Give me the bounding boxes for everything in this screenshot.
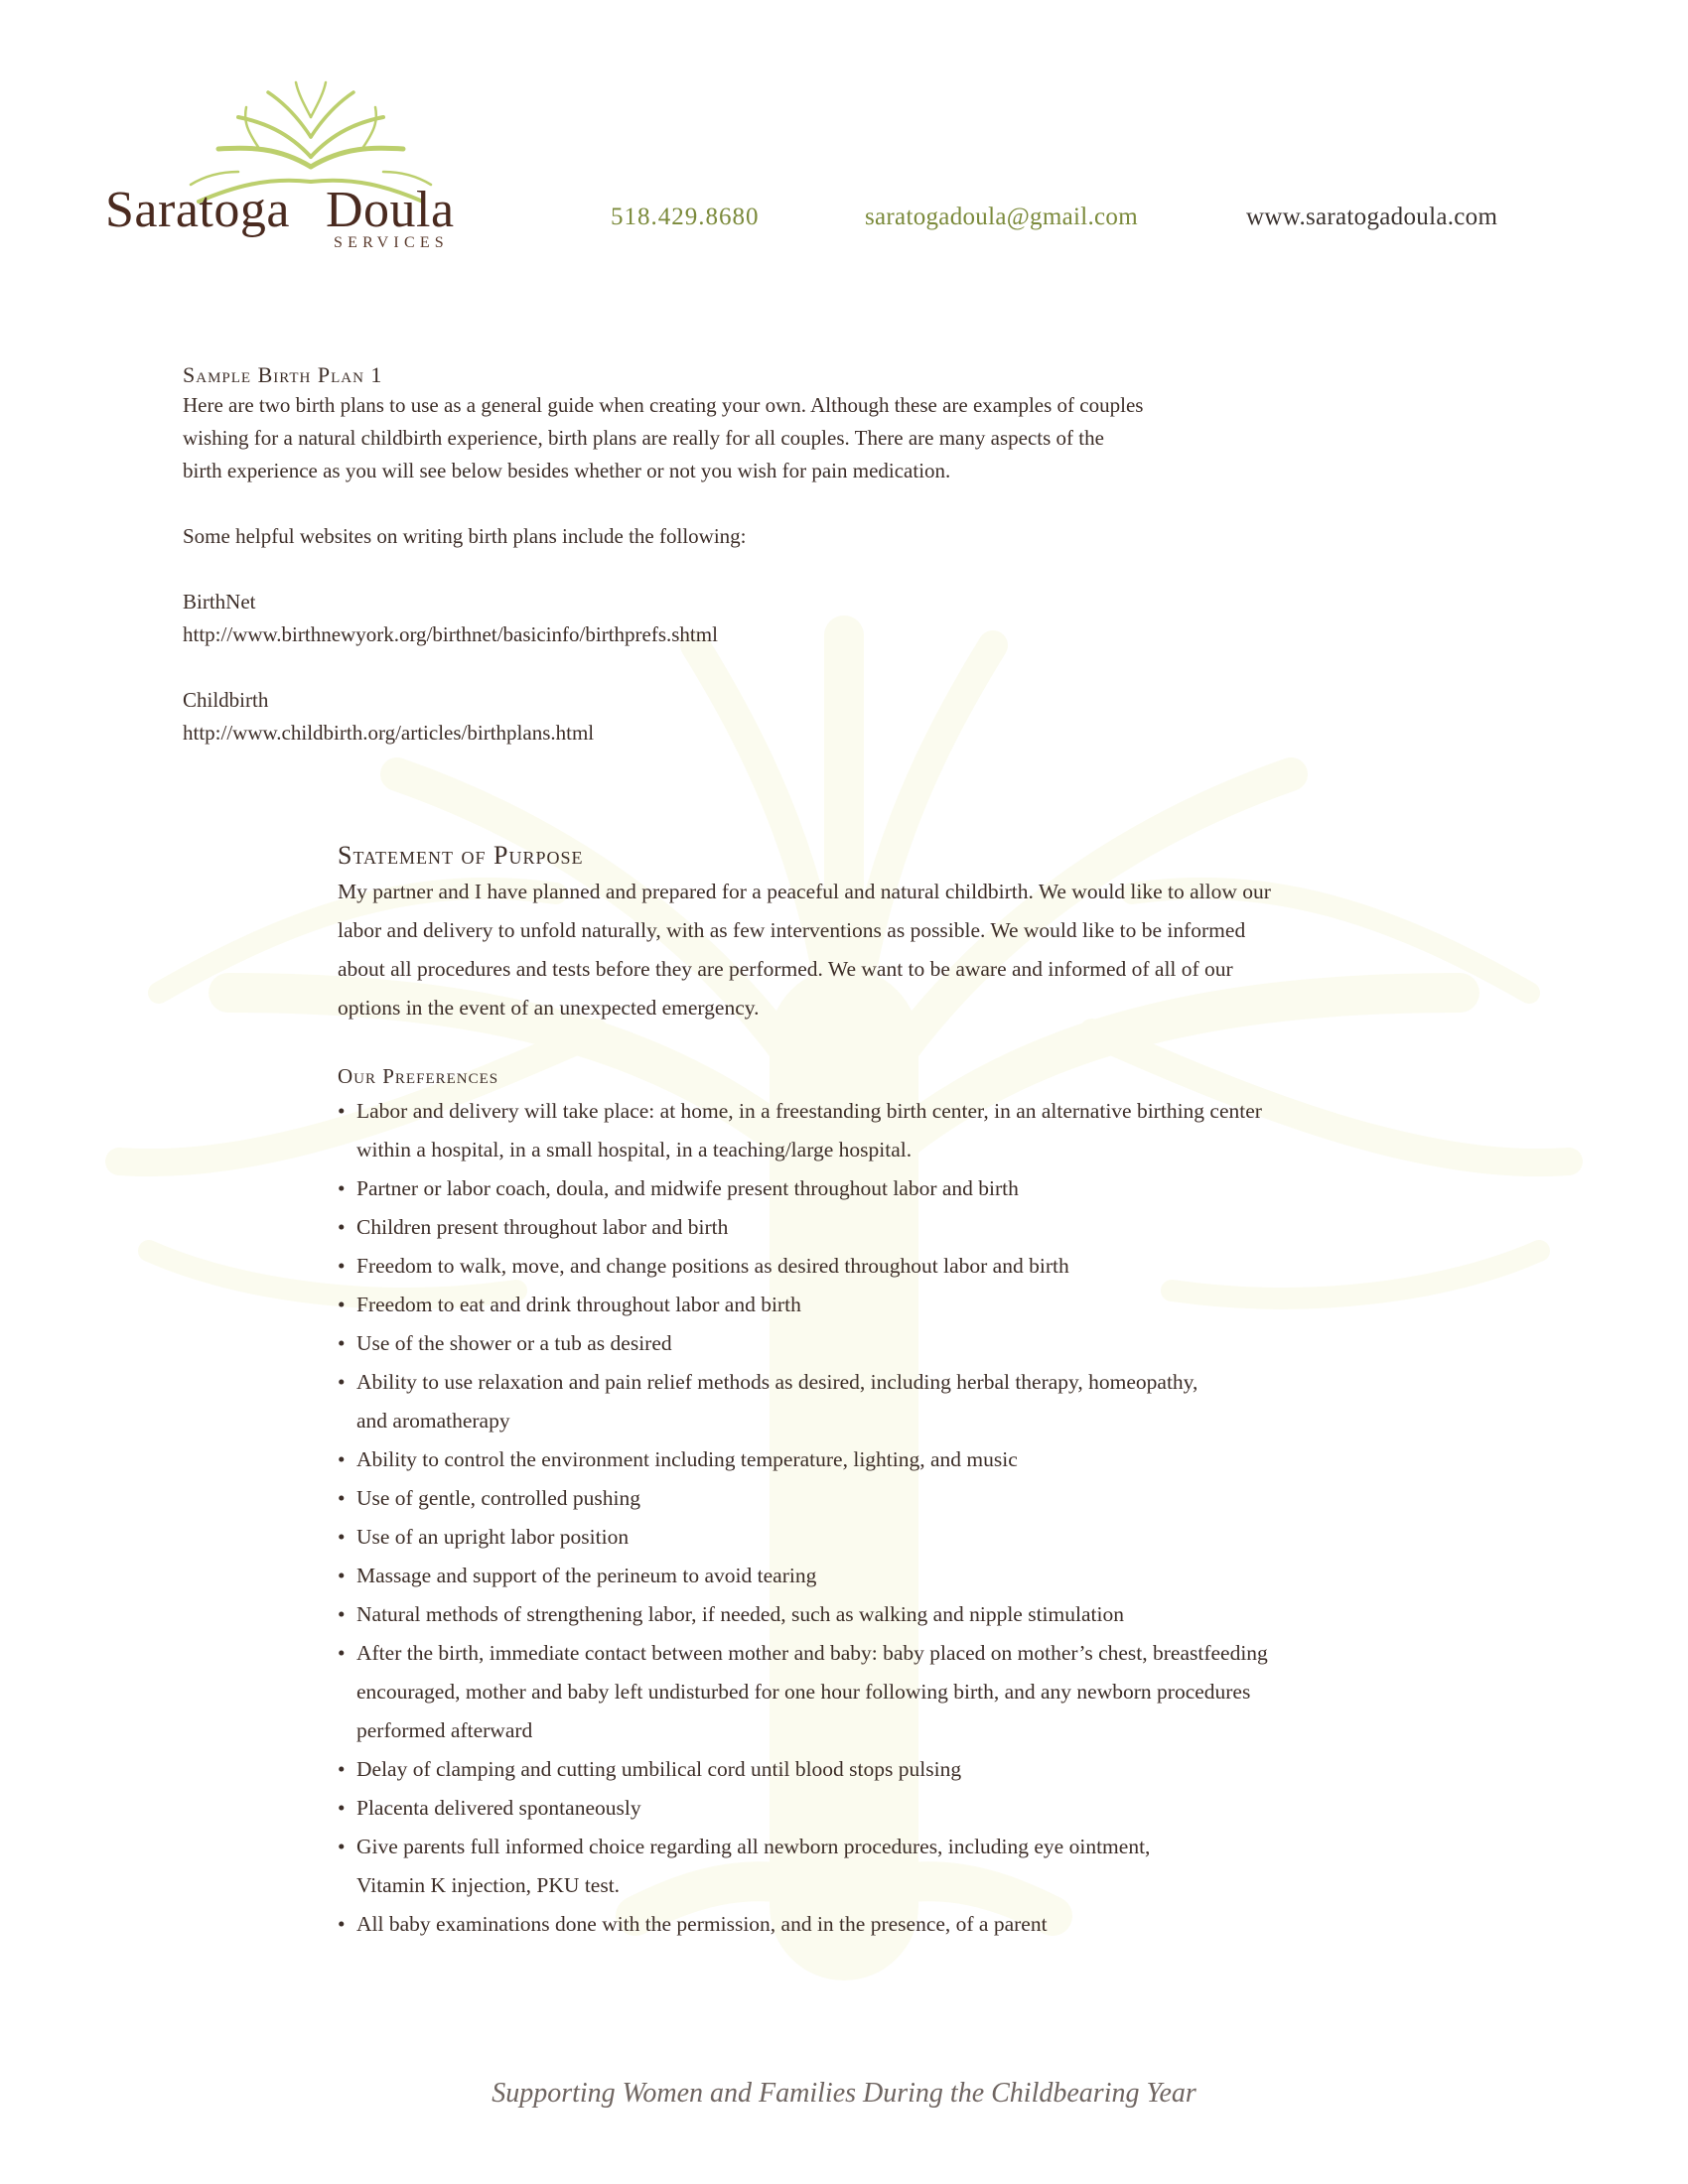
resource-url-link[interactable]: http://www.childbirth.org/articles/birthplans.html bbox=[183, 721, 595, 745]
bullet-icon: • bbox=[338, 1486, 346, 1510]
preference-item bbox=[338, 1208, 1549, 1247]
logo-subtitle: SERVICES bbox=[334, 234, 449, 251]
footer-tagline: Supporting Women and Families During the Childbearing Year bbox=[492, 2078, 1196, 2109]
preferences-heading: Our Preferences bbox=[338, 1064, 499, 1088]
statement-paragraph bbox=[338, 873, 1549, 1027]
preference-line: Natural methods of strengthening labor, if needed, such as walking and nipple stimulation bbox=[356, 1602, 1124, 1626]
phone-number: 518.429.8680 bbox=[611, 204, 760, 230]
logo-word-doula: Doula bbox=[326, 182, 455, 238]
bullet-icon: • bbox=[338, 1176, 346, 1200]
resource-name: BirthNet bbox=[183, 590, 256, 614]
statement-line: options in the event of an unexpected emergency. bbox=[338, 996, 760, 1020]
websites-intro: Some helpful websites on writing birth plans include the following: bbox=[183, 524, 747, 548]
preference-line: within a hospital, in a small hospital, in a teaching/large hospital. bbox=[356, 1138, 913, 1161]
preference-line: and aromatherapy bbox=[356, 1409, 510, 1433]
preference-line: Freedom to walk, move, and change positions as desired throughout labor and birth bbox=[356, 1254, 1069, 1278]
bullet-icon: • bbox=[338, 1525, 346, 1549]
preference-item bbox=[338, 1324, 1549, 1363]
bullet-icon: • bbox=[338, 1835, 346, 1858]
email-link[interactable]: saratogadoula@gmail.com bbox=[865, 204, 1138, 230]
preference-line: Children present throughout labor and birth bbox=[356, 1215, 729, 1239]
bullet-icon: • bbox=[338, 1254, 346, 1278]
preference-item bbox=[338, 1557, 1549, 1595]
saratoga-doula-logo bbox=[99, 77, 477, 266]
preference-item bbox=[338, 1440, 1549, 1479]
intro-paragraph bbox=[183, 389, 1434, 487]
preference-item bbox=[338, 1286, 1549, 1324]
logo-word-saratoga: Saratoga bbox=[105, 182, 290, 238]
intro-section bbox=[183, 361, 1434, 750]
bullet-icon: • bbox=[338, 1099, 346, 1123]
bullet-icon: • bbox=[338, 1564, 346, 1587]
preference-line: performed afterward bbox=[356, 1718, 533, 1742]
preference-line: Give parents full informed choice regarding all newborn procedures, including eye ointment, bbox=[356, 1835, 1151, 1858]
preference-line: Ability to use relaxation and pain relief methods as desired, including herbal therapy, homeopathy, bbox=[356, 1370, 1198, 1394]
statement-line: labor and delivery to unfold naturally, with as few interventions as possible. We would like to be informed bbox=[338, 918, 1246, 942]
preference-line: Placenta delivered spontaneously bbox=[356, 1796, 641, 1820]
preference-line: Freedom to eat and drink throughout labor and birth bbox=[356, 1293, 801, 1316]
bullet-icon: • bbox=[338, 1796, 346, 1820]
intro-line: Here are two birth plans to use as a general guide when creating your own. Although these are examples of couples bbox=[183, 393, 1144, 417]
preference-item bbox=[338, 1750, 1549, 1789]
preference-line: Use of an upright labor position bbox=[356, 1525, 630, 1549]
bullet-icon: • bbox=[338, 1215, 346, 1239]
preference-item bbox=[338, 1905, 1549, 1944]
bullet-icon: • bbox=[338, 1370, 346, 1394]
preference-line: Use of the shower or a tub as desired bbox=[356, 1331, 672, 1355]
preference-item bbox=[338, 1092, 1549, 1169]
preference-line: Massage and support of the perineum to avoid tearing bbox=[356, 1564, 817, 1587]
preference-line: Delay of clamping and cutting umbilical cord until blood stops pulsing bbox=[356, 1757, 962, 1781]
statement-heading: Statement of Purpose bbox=[338, 841, 584, 870]
statement-line: My partner and I have planned and prepared for a peaceful and natural childbirth. We would like to allow our bbox=[338, 880, 1271, 903]
preference-line: encouraged, mother and baby left undisturbed for one hour following birth, and any newborn procedures bbox=[356, 1680, 1251, 1704]
website-link[interactable]: www.saratogadoula.com bbox=[1246, 204, 1498, 230]
bullet-icon: • bbox=[338, 1331, 346, 1355]
preference-line: All baby examinations done with the permission, and in the presence, of a parent bbox=[356, 1912, 1048, 1936]
resource-birthnet bbox=[183, 586, 1434, 651]
preference-item bbox=[338, 1518, 1549, 1557]
preference-item bbox=[338, 1789, 1549, 1828]
bullet-icon: • bbox=[338, 1447, 346, 1471]
bullet-icon: • bbox=[338, 1602, 346, 1626]
bullet-icon: • bbox=[338, 1293, 346, 1316]
preference-line: Vitamin K injection, PKU test. bbox=[356, 1873, 621, 1897]
statement-line: about all procedures and tests before they are performed. We want to be aware and informed of all of our bbox=[338, 957, 1233, 981]
preference-item bbox=[338, 1247, 1549, 1286]
preference-item bbox=[338, 1828, 1549, 1905]
preference-item bbox=[338, 1363, 1549, 1440]
preference-item bbox=[338, 1479, 1549, 1518]
preference-line: Use of gentle, controlled pushing bbox=[356, 1486, 641, 1510]
resource-childbirth bbox=[183, 684, 1434, 750]
bullet-icon: • bbox=[338, 1912, 346, 1936]
preference-item bbox=[338, 1595, 1549, 1634]
intro-line: wishing for a natural childbirth experience, birth plans are really for all couples. There are many aspects of the bbox=[183, 426, 1104, 450]
resource-url-link[interactable]: http://www.birthnewyork.org/birthnet/basicinfo/birthprefs.shtml bbox=[183, 622, 718, 646]
intro-line: birth experience as you will see below besides whether or not you wish for pain medication. bbox=[183, 459, 951, 482]
preference-line: Ability to control the environment including temperature, lighting, and music bbox=[356, 1447, 1018, 1471]
preference-item bbox=[338, 1169, 1549, 1208]
preference-line: Partner or labor coach, doula, and midwife present throughout labor and birth bbox=[356, 1176, 1019, 1200]
preference-line: Labor and delivery will take place: at home, in a freestanding birth center, in an alternative birthing center bbox=[356, 1099, 1262, 1123]
bullet-icon: • bbox=[338, 1757, 346, 1781]
birth-plan-section bbox=[338, 839, 1549, 1944]
preference-line: After the birth, immediate contact between mother and baby: baby placed on mother’s chest, breastfeeding bbox=[356, 1641, 1268, 1665]
bullet-icon: • bbox=[338, 1641, 346, 1665]
preference-item bbox=[338, 1634, 1549, 1750]
preferences-list bbox=[338, 1092, 1549, 1944]
intro-title: Sample Birth Plan 1 bbox=[183, 362, 383, 387]
resource-name: Childbirth bbox=[183, 688, 269, 712]
